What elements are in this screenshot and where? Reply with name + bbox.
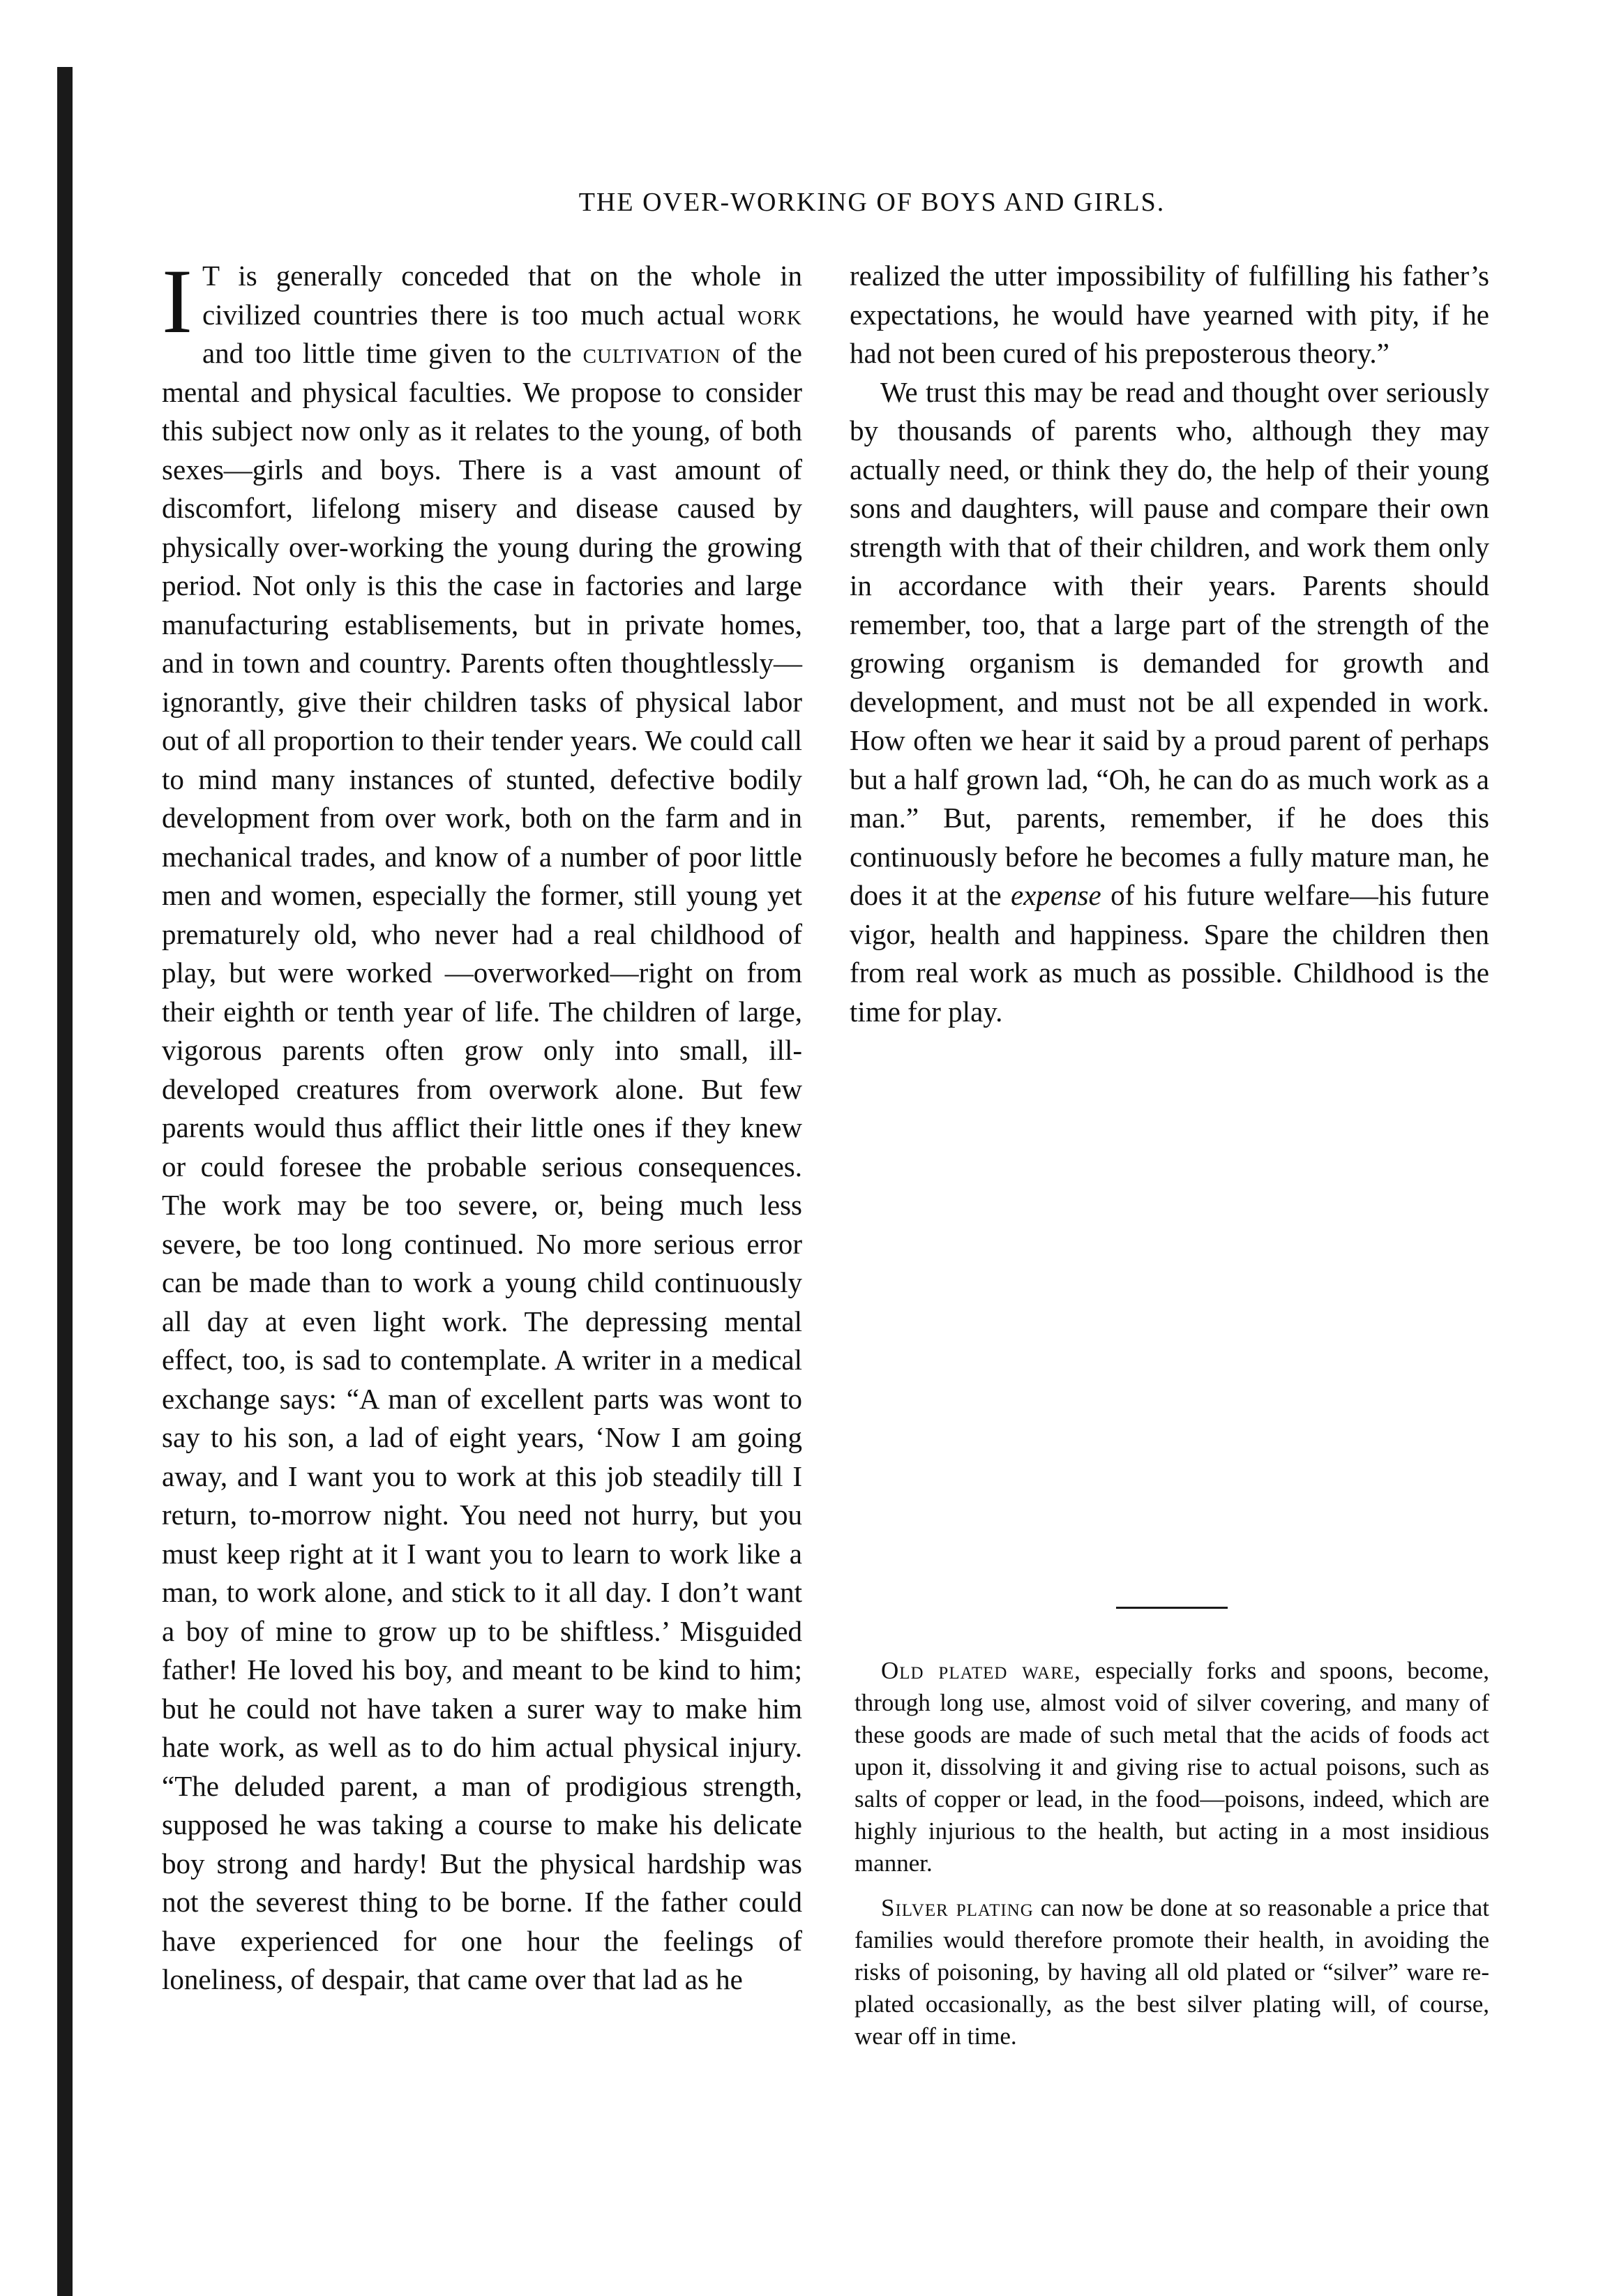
article-text: We trust this may be read and thought over seriously by thousands of parents who, although they may actually need, or think they do, the help of their young sons and daughters, will pause and compare their own strength with that of their children, and work them only in accordance with their years. Parents should remember, too, that a large part of the strength of the growing organism is demanded for growth and development, and must not be all expended in work. How often we hear it said by a proud parent of perhaps but a half grown lad, “Oh, he can do as much work as a man.” But, parents, remember, if he does this continuously before he becomes a fully mature man, he does it at the [850,375,1489,911]
note-text: can now be done at so reasonable a price that families would therefore promote their health, in avoiding the risks of poisoning, by having all old plated or “silver” ware re-plated occasionally, as the best silver plating will, of course, wear off in time. [854,1894,1489,2050]
page-title: THE OVER-WORKING OF BOYS AND GIRLS. [578,188,1166,217]
article-column-right [850,257,1489,1031]
article-paragraph-1-continued: realized the utter impossibility of fulfilling his father’s expectations, he would have yearned with pity, if he had not been cured of his preposterous theory.” [850,260,1489,369]
article-text: of his future welfare—his future vigor, health and happiness. Spare the children then from real work as much as possible. Childhood is the time for play. [850,879,1489,1028]
page-spine-edge [57,67,73,2296]
article-paragraph-1 [162,250,802,1999]
note-silver-plating [854,1892,1489,2053]
emphasis-expense: expense [1010,879,1101,911]
article-text: and too little time given to the [202,337,583,369]
section-divider [1116,1607,1228,1609]
article-column-left [162,250,802,1999]
note-lead: Silver plating [881,1894,1034,1921]
note-lead: Old plated ware, [881,1657,1081,1684]
drop-cap: I [162,250,193,352]
article-text: of the mental and physical faculties. We propose to consider this subject now only as it relates to the young, of both sexes—girls and boys. There is a vast amount of discomfort, lifelong misery and disease caused by physically over-working the young during the growing period. Not only is this the case in factories and large manufacturing establisements, but in private homes, and in town and country. Parents often thoughtlessly—ignorantly, give their children tasks of physical labor out of all proportion to their tender years. We could call to mind many instances of stunted, defective bodily development from over work, both on the farm and in mechanical trades, and know of a number of poor little men and women, especially the former, still young yet prematurely old, who never had a real childhood of play, but were worked —overworked—right on from their eighth or tenth year of life. The children of large, vigorous parents often grow only into small, ill-developed creatures from overwork alone. But few parents would thus afflict their little ones if they knew or could foresee the probable serious consequences. The work may be too severe, or, being much less severe, be too long continued. No more serious error can be made than to work a young child continuously all day at even light work. The depressing mental effect, too, is sad to contemplate. A writer in a medical exchange says: “A man of excellent parts was wont to say to his son, a lad of eight years, ‘Now I am going away, and I want you to work at this job steadily till I return, to-morrow night. You need not hurry, but you must keep right at it I want you to learn to work like a man, to work alone, and stick to it all day. I don’t want a boy of mine to grow up to be shiftless.’ Misguided father! He loved his boy, and meant to be kind to him; but he could not have taken a surer way to make him hate work, as well as to do him actual physical injury. “The deluded parent, a man of prodigious strength, supposed he was taking a course to make his delicate boy strong and hardy! But the physical hardship was not the severest thing to be borne. If the father could have experienced for one hour the feelings of loneliness, of despair, that came over that lad as he [162,337,802,1995]
note-plated-ware [854,1655,1489,1879]
article-paragraph-2 [850,373,1489,1032]
emphasis-cultivation: cultivation [582,337,721,369]
emphasis-work: work [737,298,802,331]
notes-section [854,1655,1489,2065]
note-text: especially forks and spoons, become, through long use, almost void of silver covering, and many of these goods are made of such metal that the acids of foods act upon it, dissolving it and giving rise to actual poisons, such as salts of copper or lead, in the food—poisons, indeed, which are highly injurious to the health, but acting in a most insidious manner. [854,1657,1489,1877]
article-text: T is generally conceded that on the whole in civilized countries there is too much actual [202,260,802,331]
